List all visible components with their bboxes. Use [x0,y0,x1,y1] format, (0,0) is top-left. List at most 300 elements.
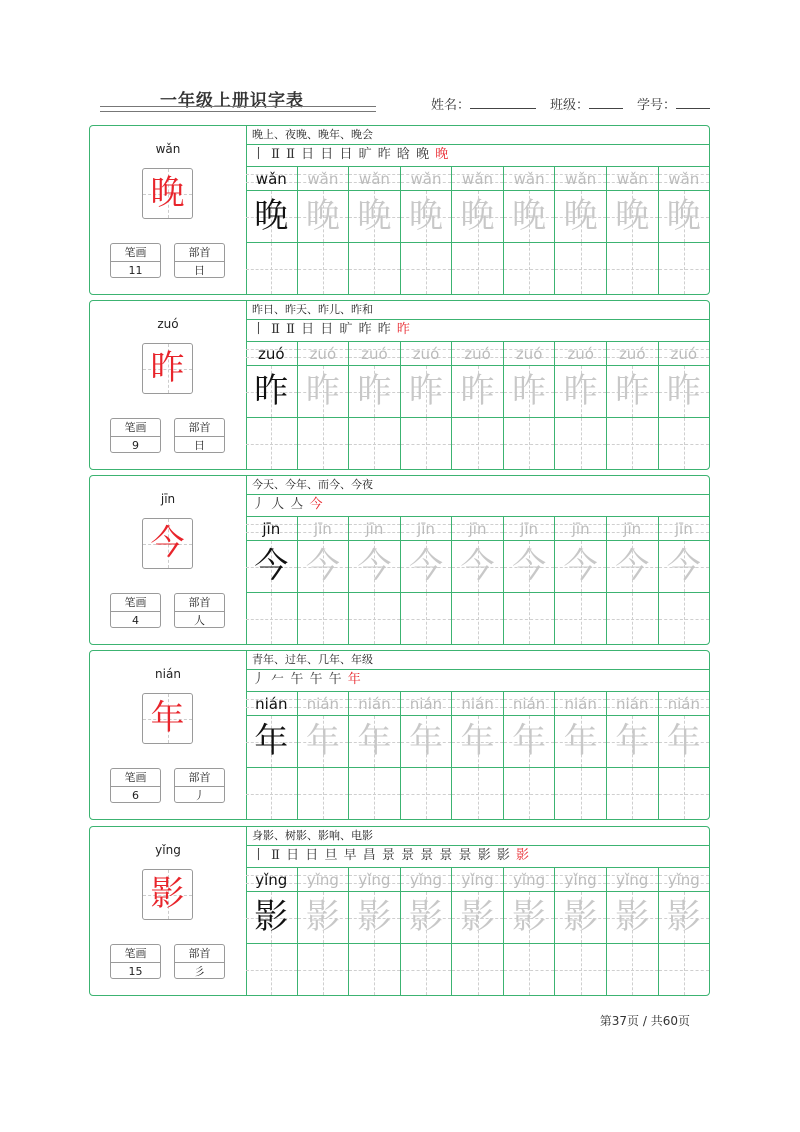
practice-grid [246,341,709,469]
practice-grid [246,166,709,294]
tian-grid-box [401,366,452,418]
blank-writing-box[interactable] [401,768,452,819]
stroke-step: 晚 [416,147,431,162]
model-character: 晚 [254,196,289,236]
blank-writing-box[interactable] [504,593,555,644]
example-words: 身影、树影、影响、电影 [246,827,709,846]
trace-character: 晚 [305,196,340,236]
blank-writing-box[interactable] [555,418,606,469]
stroke-step: 昨 [358,322,373,337]
radical-box [174,593,225,628]
stroke-step: 日 [320,322,335,337]
radical-label: 部首 [175,244,224,262]
trace-character: 影 [615,897,650,937]
trace-pinyin: nián [667,695,700,713]
practice-cell[interactable] [400,867,452,995]
blank-writing-box[interactable] [555,593,606,644]
blank-writing-box[interactable] [504,768,555,819]
blank-writing-box[interactable] [246,593,297,644]
trace-pinyin: zuó [309,345,337,363]
blank-writing-box[interactable] [607,418,658,469]
practice-cell[interactable] [658,516,710,644]
model-pinyin: yǐng [255,871,288,889]
blank-writing-box[interactable] [452,243,503,294]
trace-pinyin: yǐng [616,871,649,889]
stroke-step: 旦 [324,848,339,863]
blank-writing-box[interactable] [504,243,555,294]
trace-character: 年 [305,721,340,761]
pinyin-writing-line [452,691,503,716]
tian-grid-box [246,191,297,243]
blank-writing-box[interactable] [607,593,658,644]
stroke-count-label: 笔画 [111,594,160,612]
pinyin-writing-line [246,166,297,191]
radical-value: 日 [194,439,205,452]
tian-grid-box [401,716,452,768]
pinyin-writing-line [298,516,349,541]
radical-box [174,944,225,979]
trace-pinyin: zuó [412,345,440,363]
pinyin-writing-line [452,867,503,892]
practice-cell[interactable] [451,867,503,995]
practice-cell[interactable] [503,691,555,819]
stroke-step: 影 [516,848,531,863]
trace-pinyin: zuó [670,345,698,363]
model-pinyin: jīn [262,520,281,538]
pinyin-writing-line [401,867,452,892]
stroke-count-label: 笔画 [111,244,160,262]
practice-cell[interactable] [658,691,710,819]
character-info-panel [90,126,247,294]
blank-writing-box[interactable] [659,243,710,294]
practice-cell[interactable] [451,341,503,469]
pinyin-writing-line [555,166,606,191]
character-display-box [142,518,193,569]
tian-grid-box [555,892,606,944]
pinyin-writing-line [246,341,297,366]
blank-writing-box[interactable] [401,593,452,644]
trace-character: 晚 [666,196,701,236]
trace-pinyin: nián [512,695,546,713]
practice-cell[interactable] [348,341,400,469]
character-card [89,300,710,470]
stroke-step: Ⅱ [286,322,296,337]
trace-pinyin: wǎn [307,170,339,188]
practice-cell[interactable] [246,166,297,294]
trace-character: 晚 [357,196,392,236]
practice-cell[interactable] [554,516,606,644]
stroke-step: 午 [309,672,324,687]
pinyin-writing-line [401,341,452,366]
stroke-step: 晚 [435,147,450,162]
pinyin-writing-line [555,867,606,892]
class-label: 班级： [549,98,589,113]
trace-pinyin: jīn [313,520,332,538]
stroke-step: Ⅱ [271,147,281,162]
trace-character: 晚 [408,196,443,236]
blank-writing-box[interactable] [555,243,606,294]
stroke-order-row [246,669,709,692]
tian-grid-box [659,366,710,418]
practice-cell[interactable] [451,166,503,294]
stroke-step: 丿 [252,672,267,687]
blank-writing-box[interactable] [349,418,400,469]
blank-writing-box[interactable] [246,944,297,995]
trace-character: 年 [615,721,650,761]
practice-cell[interactable] [348,516,400,644]
blank-writing-box[interactable] [659,944,710,995]
name-label: 姓名： [430,98,470,113]
trace-pinyin: yǐng [358,871,391,889]
stroke-count-label: 笔画 [111,769,160,787]
blank-writing-box[interactable] [607,243,658,294]
blank-writing-box[interactable] [452,418,503,469]
trace-pinyin: nián [409,695,443,713]
pinyin-writing-line [401,166,452,191]
tian-grid-box [401,892,452,944]
tian-grid-box [349,366,400,418]
pinyin-writing-line [607,691,658,716]
stroke-order-row [246,144,709,167]
practice-cell[interactable] [554,166,606,294]
pinyin-writing-line [298,341,349,366]
trace-character: 年 [512,721,547,761]
blank-writing-box[interactable] [452,768,503,819]
name-field[interactable] [470,96,536,109]
pinyin-writing-line [555,341,606,366]
stroke-count-box [110,593,161,628]
trace-character: 昨 [666,371,701,411]
blank-writing-box[interactable] [504,944,555,995]
tian-grid-box [246,541,297,593]
stroke-order-row [246,494,709,517]
stroke-step: 年 [347,672,362,687]
stroke-count-box [110,243,161,278]
blank-writing-box[interactable] [555,944,606,995]
practice-cell[interactable] [503,516,555,644]
practice-panel [246,126,709,294]
practice-cell[interactable] [297,691,349,819]
pinyin-writing-line [298,867,349,892]
stroke-count-label: 笔画 [111,945,160,963]
model-character: 影 [254,897,289,937]
practice-grid [246,691,709,819]
trace-character: 今 [460,546,495,586]
practice-cell[interactable] [658,341,710,469]
practice-cell[interactable] [554,867,606,995]
stroke-step: 丨 [252,322,267,337]
tian-grid-box [298,892,349,944]
stroke-step: 日 [305,848,320,863]
trace-character: 影 [563,897,598,937]
practice-cell[interactable] [606,516,658,644]
trace-pinyin: yǐng [306,871,339,889]
character-card [89,826,710,996]
pinyin-writing-line [401,691,452,716]
pinyin-writing-line [607,341,658,366]
blank-writing-box[interactable] [401,944,452,995]
trace-character: 年 [408,721,443,761]
blank-writing-box[interactable] [452,593,503,644]
trace-pinyin: wǎn [565,170,597,188]
trace-pinyin: jīn [468,520,487,538]
character-display-box [142,869,193,920]
practice-cell[interactable] [606,166,658,294]
number-label: 学号： [636,98,676,113]
stroke-step: 景 [420,848,435,863]
practice-cell[interactable] [606,867,658,995]
tian-grid-box [504,716,555,768]
example-words: 晚上、夜晚、晚年、晚会 [246,126,709,145]
character-card [89,650,710,820]
tian-grid-box [246,892,297,944]
pinyin-writing-line [452,516,503,541]
blank-writing-box[interactable] [504,418,555,469]
tian-grid-box [401,191,452,243]
pinyin-writing-line [452,341,503,366]
practice-cell[interactable] [400,341,452,469]
page-number: 第37页 / 共60页 [599,1014,690,1028]
tian-grid-box [504,191,555,243]
radical-label: 部首 [175,594,224,612]
tian-grid-box [452,716,503,768]
tian-grid-box [452,191,503,243]
student-number-field[interactable] [676,96,710,109]
practice-cell[interactable] [658,867,710,995]
radical-label: 部首 [175,769,224,787]
trace-character: 今 [512,546,547,586]
practice-cell[interactable] [246,867,297,995]
trace-character: 年 [563,721,598,761]
trace-character: 昨 [563,371,598,411]
practice-cell[interactable] [606,691,658,819]
character-glyph: 年 [150,698,185,738]
practice-cell[interactable] [246,341,297,469]
trace-character: 昨 [615,371,650,411]
stroke-step: 日 [301,322,316,337]
radical-box [174,418,225,453]
trace-character: 影 [357,897,392,937]
trace-pinyin: nián [461,695,494,713]
stroke-step: 人 [271,497,286,512]
practice-cell[interactable] [297,867,349,995]
practice-cell[interactable] [503,341,555,469]
pinyin-writing-line [349,166,400,191]
practice-cell[interactable] [297,166,349,294]
blank-writing-box[interactable] [298,418,349,469]
example-words: 今天、今年、而今、今夜 [246,476,709,495]
blank-writing-box[interactable] [659,593,710,644]
pinyin-writing-line [298,691,349,716]
practice-cell[interactable] [297,341,349,469]
pinyin-writing-line [607,867,658,892]
radical-value: 日 [194,264,205,277]
blank-writing-box[interactable] [607,768,658,819]
blank-writing-box[interactable] [555,768,606,819]
trace-pinyin: yǐng [513,871,546,889]
pinyin-writing-line [607,166,658,191]
trace-character: 今 [357,546,392,586]
practice-cell[interactable] [554,691,606,819]
character-pinyin: nián [155,667,181,681]
trace-pinyin: zuó [567,345,594,363]
trace-character: 今 [408,546,443,586]
blank-writing-box[interactable] [659,768,710,819]
trace-pinyin: wǎn [462,170,494,188]
sheet-title: 一年级上册识字表 [160,91,304,111]
trace-character: 今 [615,546,650,586]
practice-cell[interactable] [503,166,555,294]
pinyin-writing-line [349,516,400,541]
pinyin-writing-line [246,516,297,541]
practice-cell[interactable] [451,516,503,644]
trace-character: 今 [563,546,598,586]
tian-grid-box [452,892,503,944]
tian-grid-box [555,716,606,768]
stroke-step: 日 [339,147,354,162]
practice-cell[interactable] [246,516,297,644]
stroke-step: 丿 [252,497,267,512]
trace-pinyin: jīn [674,520,693,538]
example-words: 昨日、昨天、昨儿、昨和 [246,301,709,320]
blank-writing-box[interactable] [349,243,400,294]
blank-writing-box[interactable] [298,768,349,819]
stroke-step: 午 [290,672,305,687]
class-field[interactable] [589,96,623,109]
tian-grid-box [607,541,658,593]
trace-character: 年 [666,721,701,761]
trace-pinyin: nián [306,695,340,713]
stroke-step: 日 [286,848,301,863]
practice-cell[interactable] [297,516,349,644]
blank-writing-box[interactable] [659,418,710,469]
trace-character: 影 [460,897,495,937]
practice-cell[interactable] [658,166,710,294]
trace-character: 影 [408,897,443,937]
stroke-step: 昨 [396,322,411,337]
blank-writing-box[interactable] [246,768,297,819]
stroke-step: 景 [381,848,396,863]
stroke-step: 日 [301,147,316,162]
radical-label: 部首 [175,419,224,437]
character-display-box [142,343,193,394]
stroke-step: 昨 [377,322,392,337]
practice-cell[interactable] [246,691,297,819]
character-display-box [142,693,193,744]
practice-cell[interactable] [400,691,452,819]
practice-cell[interactable] [400,166,452,294]
stroke-step: Ⅱ [271,322,281,337]
blank-writing-box[interactable] [401,418,452,469]
trace-character: 昨 [512,371,547,411]
practice-panel [246,651,709,819]
practice-cell[interactable] [503,867,555,995]
tian-grid-box [607,716,658,768]
stroke-count-box [110,768,161,803]
stroke-count-value: 11 [128,264,143,277]
practice-cell[interactable] [348,691,400,819]
tian-grid-box [401,541,452,593]
tian-grid-box [452,541,503,593]
trace-pinyin: wǎn [358,170,390,188]
tian-grid-box [246,716,297,768]
pinyin-writing-line [659,867,710,892]
character-pinyin: jīn [160,492,176,506]
character-pinyin: yǐng [155,843,181,857]
blank-writing-box[interactable] [246,418,297,469]
blank-writing-box[interactable] [298,593,349,644]
stroke-step: 晗 [396,147,411,162]
trace-pinyin: jīn [365,520,384,538]
tian-grid-box [504,366,555,418]
tian-grid-box [349,541,400,593]
pinyin-writing-line [555,516,606,541]
trace-character: 今 [666,546,701,586]
pinyin-writing-line [504,341,555,366]
tian-grid-box [349,716,400,768]
trace-character: 昨 [305,371,340,411]
blank-writing-box[interactable] [349,944,400,995]
trace-pinyin: yǐng [667,871,700,889]
radical-value: 彡 [194,965,205,978]
character-pinyin: wǎn [155,142,181,156]
blank-writing-box[interactable] [452,944,503,995]
blank-writing-box[interactable] [298,243,349,294]
tian-grid-box [349,191,400,243]
stroke-step: 昨 [377,147,392,162]
pinyin-writing-line [504,867,555,892]
practice-panel [246,301,709,469]
blank-writing-box[interactable] [246,243,297,294]
stroke-step: Ⅱ [286,147,296,162]
stroke-step: 早 [343,848,358,863]
blank-writing-box[interactable] [401,243,452,294]
tian-grid-box [659,716,710,768]
practice-cell[interactable] [554,341,606,469]
stroke-step: 景 [439,848,454,863]
trace-character: 晚 [460,196,495,236]
trace-pinyin: wǎn [410,170,442,188]
trace-pinyin: jīn [571,520,590,538]
stroke-step: Ⅱ [271,848,281,863]
stroke-step: 日 [320,147,335,162]
practice-cell[interactable] [400,516,452,644]
model-pinyin: nián [255,695,288,713]
blank-writing-box[interactable] [349,768,400,819]
practice-cell[interactable] [348,166,400,294]
pinyin-writing-line [504,691,555,716]
blank-writing-box[interactable] [349,593,400,644]
practice-grid [246,867,709,995]
stroke-count-value: 15 [128,965,143,978]
character-info-panel [90,827,247,995]
stroke-step: 影 [496,848,511,863]
model-pinyin: zuó [258,345,285,363]
pinyin-writing-line [659,516,710,541]
tian-grid-box [504,892,555,944]
practice-cell[interactable] [606,341,658,469]
blank-writing-box[interactable] [607,944,658,995]
trace-character: 昨 [357,371,392,411]
trace-pinyin: zuó [361,345,388,363]
blank-writing-box[interactable] [298,944,349,995]
practice-cell[interactable] [451,691,503,819]
stroke-step: 丨 [252,848,267,863]
character-pinyin: zuó [157,317,179,331]
practice-cell[interactable] [348,867,400,995]
tian-grid-box [607,892,658,944]
tian-grid-box [349,892,400,944]
